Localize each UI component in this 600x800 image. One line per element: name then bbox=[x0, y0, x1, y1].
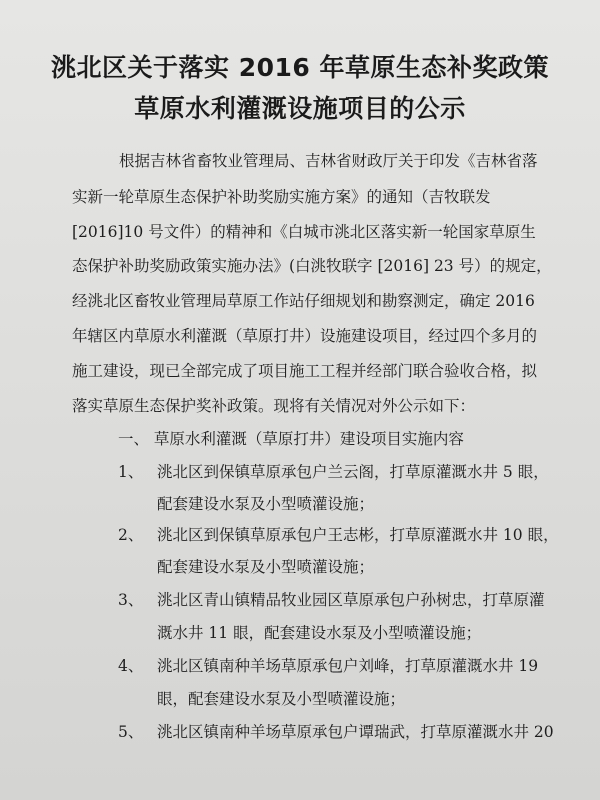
intro-line-4: 态保护补助奖励政策实施办法》(白洮牧联字 [2016] 23 号）的规定， bbox=[72, 257, 552, 275]
list-item-number: 4、 bbox=[118, 657, 144, 675]
list-item-number: 3、 bbox=[118, 591, 144, 609]
list-item-number: 1、 bbox=[118, 463, 144, 481]
intro-line-1: 根据吉林省畜牧业管理局、吉林省财政厅关于印发《吉林省落 bbox=[119, 152, 538, 170]
intro-line-7: 施工建设，现已全部完成了项目施工工程并经部门联合验收合格，拟 bbox=[72, 362, 538, 380]
list-item-text: 洮北区到保镇草原承包户兰云阁，打草原灌溉水井 5 眼， bbox=[157, 463, 549, 481]
list-item-text: 眼，配套建设水泵及小型喷灌设施； bbox=[157, 690, 406, 708]
intro-line-2: 实新一轮草原生态保护补助奖励实施方案》的通知（吉牧联发 bbox=[72, 188, 491, 206]
list-item-text: 洮北区镇南种羊场草原承包户谭瑞武，打草原灌溉水井 20 bbox=[157, 723, 554, 741]
list-item-text: 配套建设水泵及小型喷灌设施； bbox=[157, 558, 375, 576]
list-item-text: 配套建设水泵及小型喷灌设施； bbox=[157, 495, 375, 513]
list-item-number: 2、 bbox=[118, 526, 144, 544]
document-title-line-1: 洮北区关于落实 2016 年草原生态补奖政策 bbox=[51, 53, 549, 82]
section-heading: 一、 草原水利灌溉（草原打井）建设项目实施内容 bbox=[118, 430, 464, 448]
list-item-text: 溉水井 11 眼，配套建设水泵及小型喷灌设施； bbox=[157, 624, 482, 642]
intro-line-3: [2016]10 号文件）的精神和《白城市洮北区落实新一轮国家草原生 bbox=[72, 223, 536, 241]
list-item-text: 洮北区到保镇草原承包户王志彬，打草原灌溉水井 10 眼， bbox=[157, 526, 559, 544]
list-item-text: 洮北区镇南种羊场草原承包户刘峰，打草原灌溉水井 19 bbox=[157, 657, 539, 675]
document-title-line-2: 草原水利灌溉设施项目的公示 bbox=[134, 94, 466, 123]
intro-line-8: 落实草原生态保护奖补政策。现将有关情况对外公示如下： bbox=[72, 397, 476, 415]
intro-line-5: 经洮北区畜牧业管理局草原工作站仔细规划和勘察测定，确定 2016 bbox=[72, 292, 535, 310]
list-item-text: 洮北区青山镇精品牧业园区草原承包户孙树忠，打草原灌 bbox=[157, 591, 545, 609]
list-item-number: 5、 bbox=[118, 723, 144, 741]
intro-line-6: 年辖区内草原水利灌溉（草原打井）设施建设项目，经过四个多月的 bbox=[72, 327, 538, 345]
